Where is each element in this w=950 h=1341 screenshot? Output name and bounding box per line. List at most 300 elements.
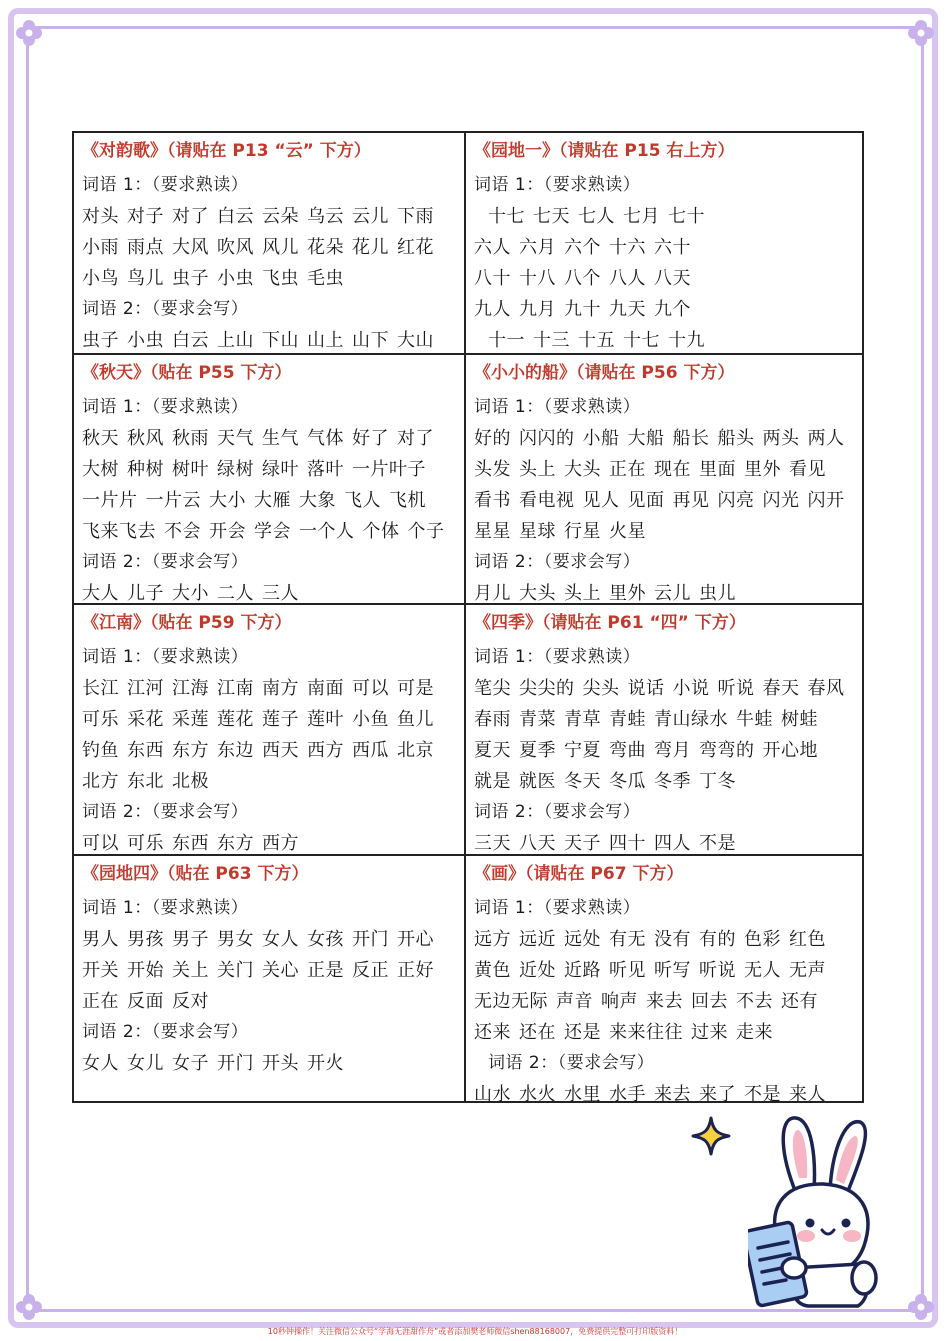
vocab-word: 牛蛙 xyxy=(736,709,773,730)
vocab-word: 不是 xyxy=(699,833,736,854)
vocab-word: 风儿 xyxy=(262,237,299,258)
vocab-word: 小鱼 xyxy=(352,709,389,730)
lesson-cell xyxy=(74,603,466,854)
vocab-word: 大小 xyxy=(209,490,246,511)
vocab-word: 船头 xyxy=(717,428,755,449)
vocab-word: 西方 xyxy=(262,833,299,854)
word-line xyxy=(82,454,464,485)
vocab-word: 正在 xyxy=(609,459,646,480)
vocab-word: 女人 xyxy=(82,1053,119,1074)
vocab-word: 东西 xyxy=(172,833,209,854)
vocab-word: 水火 xyxy=(519,1084,556,1105)
vocab-word: 下雨 xyxy=(397,206,434,227)
vocab-word: 钓鱼 xyxy=(82,740,119,761)
vocab-word: 尖头 xyxy=(582,678,620,699)
vocab-word: 云朵 xyxy=(262,206,299,227)
vocab-word: 大人 xyxy=(82,583,119,604)
vocab-word: 可是 xyxy=(397,678,434,699)
vocab-word: 对子 xyxy=(127,206,164,227)
lesson-cell xyxy=(466,603,862,854)
word-line xyxy=(474,1017,862,1048)
lesson-title: 《园地一》（请贴在 P15 右上方） xyxy=(474,141,735,161)
vocab-word: 十一 xyxy=(488,330,525,351)
vocab-word: 莲叶 xyxy=(307,709,344,730)
vocabulary-table xyxy=(72,131,864,1103)
vocab-word: 水手 xyxy=(609,1084,646,1105)
vocab-word: 女儿 xyxy=(127,1053,164,1074)
vocab-word: 小说 xyxy=(672,678,710,699)
vocab-word: 大树 xyxy=(82,459,119,480)
vocab-word: 青山绿水 xyxy=(654,709,728,730)
vocab-word: 听说 xyxy=(717,678,755,699)
vocab-word: 正好 xyxy=(397,960,434,981)
vocab-word: 九个 xyxy=(654,299,691,320)
vocab-word: 东边 xyxy=(217,740,254,761)
word-line xyxy=(474,263,862,294)
flower-icon xyxy=(906,1292,936,1322)
word-group-heading: 词语 1：（要求熟读） xyxy=(474,647,641,667)
vocab-word: 红花 xyxy=(397,237,434,258)
word-group-heading: 词语 1：（要求熟读） xyxy=(474,898,641,918)
vocab-word: 里外 xyxy=(744,459,781,480)
vocab-word: 反正 xyxy=(352,960,389,981)
vocab-word: 大小 xyxy=(172,583,209,604)
vocab-word: 走来 xyxy=(736,1022,773,1043)
word-group-heading: 词语 1：（要求熟读） xyxy=(82,397,249,417)
vocab-word: 江河 xyxy=(127,678,164,699)
vocab-word: 云儿 xyxy=(654,583,691,604)
vocab-word: 开门 xyxy=(352,929,389,950)
vocab-word: 大风 xyxy=(172,237,209,258)
word-line xyxy=(82,766,464,797)
word-line xyxy=(474,454,862,485)
vocab-word: 还有 xyxy=(781,991,818,1012)
vocab-word: 春风 xyxy=(807,678,845,699)
vocab-word: 可乐 xyxy=(82,709,119,730)
lesson-cell xyxy=(466,133,862,353)
vocab-word: 东西 xyxy=(127,740,164,761)
word-group-heading: 词语 1：（要求熟读） xyxy=(82,175,249,195)
vocab-word: 绿树 xyxy=(217,459,254,480)
vocab-word: 有无 xyxy=(609,929,646,950)
vocab-word: 十三 xyxy=(533,330,570,351)
word-group-heading: 词语 1：（要求熟读） xyxy=(474,175,641,195)
vocab-word: 正是 xyxy=(307,960,344,981)
vocab-word: 莲子 xyxy=(262,709,299,730)
vocab-word: 大头 xyxy=(564,459,601,480)
vocab-word: 头上 xyxy=(519,459,556,480)
vocab-word: 来人 xyxy=(789,1084,826,1105)
word-line xyxy=(82,704,464,735)
vocab-word: 对了 xyxy=(172,206,209,227)
vocab-word: 十七 xyxy=(623,330,660,351)
word-line xyxy=(474,735,862,766)
vocab-word: 飞机 xyxy=(389,490,426,511)
vocab-word: 小雨 xyxy=(82,237,119,258)
word-group-heading: 词语 2：（要求会写） xyxy=(82,802,249,822)
vocab-word: 关门 xyxy=(217,960,254,981)
vocab-word: 八人 xyxy=(609,268,646,289)
bunny-illustration xyxy=(748,1108,888,1308)
word-line xyxy=(474,924,862,955)
word-line xyxy=(82,735,464,766)
vocab-word: 里外 xyxy=(609,583,646,604)
flower-icon xyxy=(14,18,44,48)
word-line xyxy=(82,263,464,294)
vocab-word: 有的 xyxy=(699,929,736,950)
vocab-word: 一片片 xyxy=(82,490,138,511)
vocab-word: 大山 xyxy=(397,330,434,351)
vocab-word: 再见 xyxy=(672,490,710,511)
vocab-word: 白云 xyxy=(172,330,209,351)
word-line xyxy=(82,1048,464,1079)
vocab-word: 东方 xyxy=(172,740,209,761)
vocab-word: 八十 xyxy=(474,268,511,289)
vocab-word: 宁夏 xyxy=(564,740,601,761)
vocab-word: 西天 xyxy=(262,740,299,761)
vocab-word: 看电视 xyxy=(519,490,575,511)
vocab-word: 夏天 xyxy=(474,740,511,761)
vocab-word: 十六 xyxy=(609,237,646,258)
vocab-word: 鱼儿 xyxy=(397,709,434,730)
vocab-word: 关心 xyxy=(262,960,299,981)
vocab-word: 青菜 xyxy=(519,709,556,730)
vocab-word: 冬天 xyxy=(564,771,601,792)
word-line xyxy=(82,232,464,263)
vocab-word: 树蛙 xyxy=(781,709,818,730)
vocab-word: 还是 xyxy=(564,1022,601,1043)
word-line xyxy=(474,423,862,454)
vocab-word: 男孩 xyxy=(127,929,164,950)
vocab-word: 东方 xyxy=(217,833,254,854)
vocab-word: 可以 xyxy=(352,678,389,699)
vocab-word: 小船 xyxy=(582,428,620,449)
vocab-word: 现在 xyxy=(654,459,691,480)
word-line xyxy=(474,294,862,325)
vocab-word: 毛虫 xyxy=(307,268,344,289)
word-line xyxy=(82,955,464,986)
vocab-word: 远方 xyxy=(474,929,511,950)
vocab-word: 六人 xyxy=(474,237,511,258)
vocab-word: 秋天 xyxy=(82,428,119,449)
vocab-word: 大船 xyxy=(627,428,665,449)
vocab-word: 来去 xyxy=(646,991,683,1012)
vocab-word: 八天 xyxy=(654,268,691,289)
vocab-word: 一个人 xyxy=(299,521,355,542)
vocab-word: 花儿 xyxy=(352,237,389,258)
vocab-word: 来去 xyxy=(654,1084,691,1105)
vocab-word: 听写 xyxy=(654,960,691,981)
lesson-title: 《对韵歌》（请贴在 P13 “云” 下方） xyxy=(82,141,371,161)
footer-notice: 10秒钟操作！关注微信公众号“学海无涯甜作舟”或者添加樊老师微信shen88168007，免费提供完整可打印版资料！ xyxy=(267,1327,683,1336)
vocab-word: 男子 xyxy=(172,929,209,950)
word-line xyxy=(82,485,464,516)
vocab-word: 七十 xyxy=(668,206,705,227)
lesson-title: 《园地四》（贴在 P63 下方） xyxy=(82,864,309,884)
word-line xyxy=(82,325,464,356)
vocab-word: 丁冬 xyxy=(699,771,736,792)
vocab-word: 声音 xyxy=(556,991,593,1012)
word-line xyxy=(474,1079,862,1110)
vocab-word: 不是 xyxy=(744,1084,781,1105)
vocab-word: 生气 xyxy=(262,428,299,449)
word-line xyxy=(82,673,464,704)
vocab-word: 弯月 xyxy=(654,740,691,761)
vocab-word: 可以 xyxy=(82,833,119,854)
vocab-word: 东北 xyxy=(127,771,164,792)
vocab-word: 小鸟 xyxy=(82,268,119,289)
vocab-word: 看书 xyxy=(474,490,511,511)
vocab-word: 红色 xyxy=(789,929,826,950)
vocab-word: 树叶 xyxy=(172,459,209,480)
vocab-word: 过来 xyxy=(691,1022,728,1043)
vocab-word: 大象 xyxy=(299,490,336,511)
vocab-word: 两人 xyxy=(807,428,845,449)
vocab-word: 说话 xyxy=(627,678,665,699)
vocab-word: 九人 xyxy=(474,299,511,320)
vocab-word: 船长 xyxy=(672,428,710,449)
vocab-word: 山下 xyxy=(352,330,389,351)
vocab-word: 头上 xyxy=(564,583,601,604)
lesson-title: 《四季》（请贴在 P61 “四” 下方） xyxy=(474,613,746,633)
vocab-word: 里面 xyxy=(699,459,736,480)
vocab-word: 正在 xyxy=(82,991,119,1012)
vocab-word: 弯曲 xyxy=(609,740,646,761)
vocab-word: 江南 xyxy=(217,678,254,699)
vocab-word: 三人 xyxy=(262,583,299,604)
vocab-word: 秋雨 xyxy=(172,428,209,449)
vocab-word: 见人 xyxy=(582,490,620,511)
sparkle-icon xyxy=(690,1115,732,1157)
vocab-word: 不去 xyxy=(736,991,773,1012)
vocab-word: 白云 xyxy=(217,206,254,227)
word-group-heading: 词语 2：（要求会写） xyxy=(82,1022,249,1042)
vocab-word: 反面 xyxy=(127,991,164,1012)
vocab-word: 女子 xyxy=(172,1053,209,1074)
vocab-word: 好了 xyxy=(352,428,389,449)
vocab-word: 山上 xyxy=(307,330,344,351)
vocab-word: 闪光 xyxy=(762,490,800,511)
word-group-heading: 词语 2：（要求会写） xyxy=(82,552,249,572)
word-line xyxy=(474,766,862,797)
vocab-word: 星星 xyxy=(474,521,511,542)
flower-icon xyxy=(14,1292,44,1322)
vocab-word: 笔尖 xyxy=(474,678,511,699)
word-group-heading: 词语 1：（要求熟读） xyxy=(82,647,249,667)
word-group-heading: 词语 1：（要求熟读） xyxy=(82,898,249,918)
vocab-word: 关上 xyxy=(172,960,209,981)
lesson-cell xyxy=(466,854,862,1105)
vocab-word: 头发 xyxy=(474,459,511,480)
vocab-word: 夏季 xyxy=(519,740,556,761)
vocab-word: 西方 xyxy=(307,740,344,761)
vocab-word: 黄色 xyxy=(474,960,511,981)
vocab-word: 不会 xyxy=(164,521,201,542)
vocab-word: 八天 xyxy=(519,833,556,854)
vocab-word: 九天 xyxy=(609,299,646,320)
vocab-word: 九十 xyxy=(564,299,601,320)
vocab-word: 北极 xyxy=(172,771,209,792)
lesson-title: 《画》（请贴在 P67 下方） xyxy=(474,864,684,884)
vocab-word: 秋风 xyxy=(127,428,164,449)
word-line xyxy=(82,423,464,454)
lesson-title: 《秋天》（贴在 P55 下方） xyxy=(82,363,292,383)
vocab-word: 开心 xyxy=(397,929,434,950)
vocab-word: 南面 xyxy=(307,678,344,699)
vocab-word: 可乐 xyxy=(127,833,164,854)
vocab-word: 闪亮 xyxy=(717,490,755,511)
lesson-cell xyxy=(74,854,466,1101)
lesson-title: 《江南》（贴在 P59 下方） xyxy=(82,613,292,633)
word-line xyxy=(474,516,862,547)
vocab-word: 采莲 xyxy=(172,709,209,730)
vocab-word: 莲花 xyxy=(217,709,254,730)
vocab-word: 飞人 xyxy=(344,490,381,511)
vocab-word: 飞来飞去 xyxy=(82,521,156,542)
vocab-word: 一片叶子 xyxy=(352,459,426,480)
word-line xyxy=(474,232,862,263)
vocab-word: 闪闪的 xyxy=(519,428,575,449)
vocab-word: 十八 xyxy=(519,268,556,289)
vocab-word: 上山 xyxy=(217,330,254,351)
vocab-word: 二人 xyxy=(217,583,254,604)
vocab-word: 就医 xyxy=(519,771,556,792)
vocab-word: 男女 xyxy=(217,929,254,950)
vocab-word: 鸟儿 xyxy=(127,268,164,289)
vocab-word: 无边无际 xyxy=(474,991,548,1012)
vocab-word: 看见 xyxy=(789,459,826,480)
vocab-word: 还来 xyxy=(474,1022,511,1043)
vocab-word: 见面 xyxy=(627,490,665,511)
vocab-word: 色彩 xyxy=(744,929,781,950)
vocab-word: 无声 xyxy=(789,960,826,981)
vocab-word: 十五 xyxy=(578,330,615,351)
vocab-word: 吹风 xyxy=(217,237,254,258)
vocab-word: 青蛙 xyxy=(609,709,646,730)
vocab-word: 一片云 xyxy=(145,490,201,511)
vocab-word: 春天 xyxy=(762,678,800,699)
vocab-word: 虫子 xyxy=(172,268,209,289)
vocab-word: 南方 xyxy=(262,678,299,699)
vocab-word: 天子 xyxy=(564,833,601,854)
vocab-word: 男人 xyxy=(82,929,119,950)
vocab-word: 冬瓜 xyxy=(609,771,646,792)
vocab-word: 开头 xyxy=(262,1053,299,1074)
vocab-word: 八个 xyxy=(564,268,601,289)
vocab-word: 对了 xyxy=(397,428,434,449)
vocab-word: 六十 xyxy=(654,237,691,258)
vocab-word: 长江 xyxy=(82,678,119,699)
word-line xyxy=(474,986,862,1017)
vocab-word: 冬季 xyxy=(654,771,691,792)
vocab-word: 反对 xyxy=(172,991,209,1012)
vocab-word: 开会 xyxy=(209,521,246,542)
vocab-word: 对头 xyxy=(82,206,119,227)
vocab-word: 云儿 xyxy=(352,206,389,227)
vocab-word: 三天 xyxy=(474,833,511,854)
vocab-word: 近路 xyxy=(564,960,601,981)
vocab-word: 七天 xyxy=(533,206,570,227)
lesson-cell xyxy=(466,353,862,603)
vocab-word: 飞虫 xyxy=(262,268,299,289)
word-group-heading: 词语 2：（要求会写） xyxy=(488,1053,655,1073)
word-line xyxy=(474,485,862,516)
word-line xyxy=(474,325,862,356)
word-line xyxy=(82,924,464,955)
word-line xyxy=(474,201,862,232)
vocab-word: 虫子 xyxy=(82,330,119,351)
vocab-word: 气体 xyxy=(307,428,344,449)
vocab-word: 虫儿 xyxy=(699,583,736,604)
vocab-word: 青草 xyxy=(564,709,601,730)
vocab-word: 春雨 xyxy=(474,709,511,730)
vocab-word: 绿叶 xyxy=(262,459,299,480)
vocab-word: 来了 xyxy=(699,1084,736,1105)
vocab-word: 女人 xyxy=(262,929,299,950)
vocab-word: 行星 xyxy=(564,521,601,542)
vocab-word: 来来往往 xyxy=(609,1022,683,1043)
word-line xyxy=(82,516,464,547)
vocab-word: 远近 xyxy=(519,929,556,950)
vocab-word: 十九 xyxy=(668,330,705,351)
lesson-cell xyxy=(74,353,466,603)
vocab-word: 好的 xyxy=(474,428,511,449)
vocab-word: 儿子 xyxy=(127,583,164,604)
vocab-word: 个子 xyxy=(407,521,445,542)
vocab-word: 近处 xyxy=(519,960,556,981)
vocab-word: 七人 xyxy=(578,206,615,227)
vocab-word: 听见 xyxy=(609,960,646,981)
vocab-word: 尖尖的 xyxy=(519,678,575,699)
vocab-word: 开心地 xyxy=(762,740,818,761)
word-group-heading: 词语 1：（要求熟读） xyxy=(474,397,641,417)
vocab-word: 就是 xyxy=(474,771,511,792)
vocab-word: 远处 xyxy=(564,929,601,950)
vocab-word: 水里 xyxy=(564,1084,601,1105)
vocab-word: 火星 xyxy=(609,521,646,542)
word-group-heading: 词语 2：（要求会写） xyxy=(474,552,641,572)
vocab-word: 四人 xyxy=(654,833,691,854)
vocab-word: 没有 xyxy=(654,929,691,950)
vocab-word: 雨点 xyxy=(127,237,164,258)
vocab-word: 种树 xyxy=(127,459,164,480)
vocab-word: 落叶 xyxy=(307,459,344,480)
vocab-word: 小虫 xyxy=(217,268,254,289)
flower-icon xyxy=(906,18,936,48)
vocab-word: 十七 xyxy=(488,206,525,227)
vocab-word: 回去 xyxy=(691,991,728,1012)
vocab-word: 开火 xyxy=(307,1053,344,1074)
vocab-word: 两头 xyxy=(762,428,800,449)
vocab-word: 闪开 xyxy=(807,490,845,511)
lesson-title: 《小小的船》（请贴在 P56 下方） xyxy=(474,363,735,383)
vocab-word: 山水 xyxy=(474,1084,511,1105)
vocab-word: 九月 xyxy=(519,299,556,320)
word-line xyxy=(82,201,464,232)
vocab-word: 开始 xyxy=(127,960,164,981)
vocab-word: 大头 xyxy=(519,583,556,604)
vocab-word: 大雁 xyxy=(254,490,291,511)
word-group-heading: 词语 2：（要求会写） xyxy=(474,802,641,822)
vocab-word: 北京 xyxy=(397,740,434,761)
vocab-word: 响声 xyxy=(601,991,638,1012)
vocab-word: 开关 xyxy=(82,960,119,981)
vocab-word: 四十 xyxy=(609,833,646,854)
word-line xyxy=(474,955,862,986)
vocab-word: 花朵 xyxy=(307,237,344,258)
vocab-word: 个体 xyxy=(362,521,400,542)
vocab-word: 星球 xyxy=(519,521,556,542)
